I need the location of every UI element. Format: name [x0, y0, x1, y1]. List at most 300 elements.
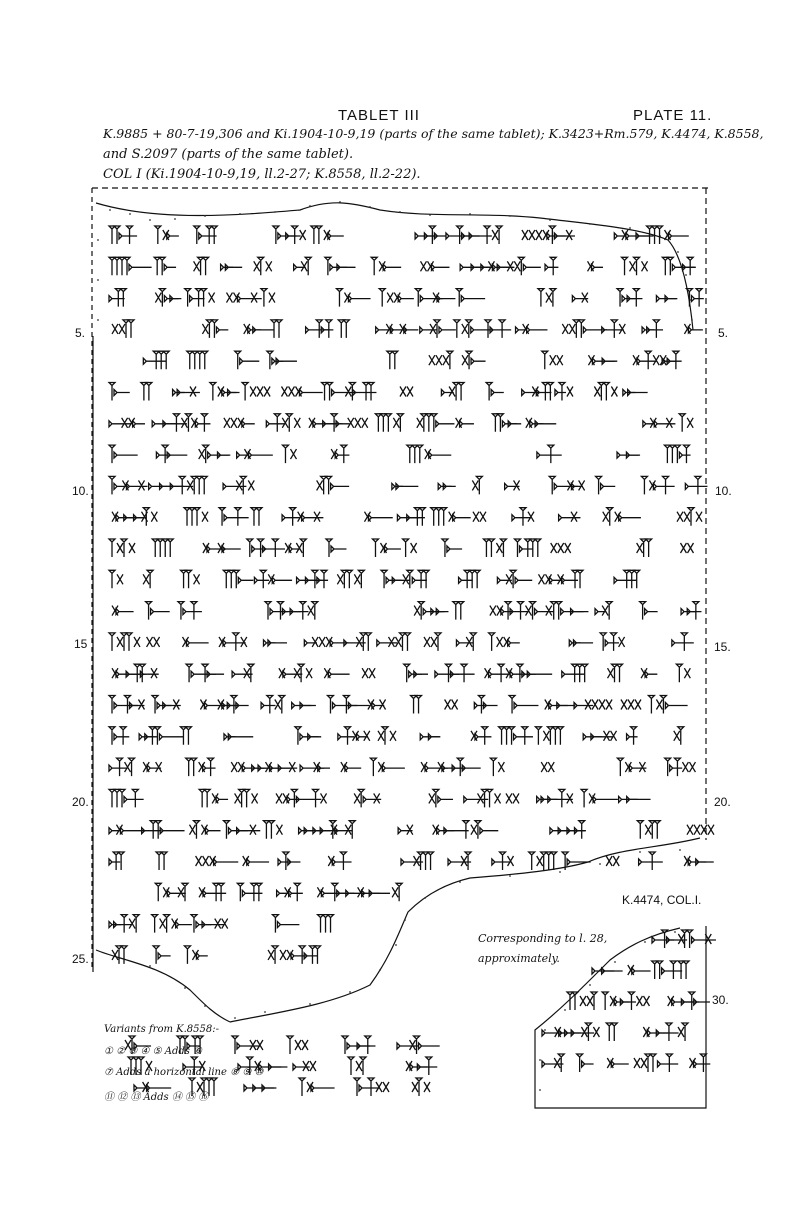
- cuneiform-sign: [472, 476, 482, 494]
- cuneiform-sign: [219, 508, 249, 526]
- cuneiform-sign: [109, 696, 144, 714]
- cuneiform-sign: [331, 445, 349, 463]
- cuneiform-sign: [109, 445, 138, 463]
- cuneiform-sign: [181, 570, 200, 588]
- cuneiform-sign: [672, 633, 694, 651]
- cuneiform-sign: [411, 696, 422, 714]
- cuneiform-sign: [235, 789, 258, 807]
- cuneiform-sign: [242, 383, 270, 401]
- cuneiform-sign: [537, 445, 562, 463]
- cuneiform-sign: [429, 351, 453, 369]
- cuneiform-sign: [278, 852, 300, 870]
- cuneiform-sign: [364, 512, 392, 522]
- cuneiform-sign: [219, 633, 247, 651]
- correspondence-note-line-1: Corresponding to l. 28,: [478, 932, 608, 945]
- cuneiform-sign: [261, 289, 275, 307]
- cuneiform-sign: [223, 476, 254, 494]
- cuneiform-sign: [223, 821, 260, 839]
- cuneiform-sign: [281, 387, 322, 397]
- cuneiform-sign: [322, 383, 357, 401]
- cuneiform-sign: [231, 762, 282, 772]
- cuneiform-sign: [538, 289, 556, 307]
- cuneiform-sign: [152, 539, 173, 557]
- cuneiform-sign: [637, 821, 660, 839]
- cuneiform-sign: [337, 570, 364, 588]
- cuneiform-sign: [299, 1078, 335, 1096]
- cuneiform-sign: [244, 324, 274, 334]
- cuneiform-sign: [634, 1054, 656, 1072]
- cuneiform-sign: [484, 226, 502, 244]
- cuneiform-sign: [109, 383, 130, 401]
- cuneiform-sign: [642, 320, 663, 338]
- cuneiform-sign: [317, 883, 354, 901]
- cuneiform-sign: [572, 293, 588, 303]
- cuneiform-sign: [191, 414, 210, 432]
- cuneiform-sign: [400, 387, 413, 397]
- cuneiform-sign: [318, 915, 334, 933]
- cuneiform-sign: [623, 390, 648, 396]
- cuneiform-sign: [287, 1036, 308, 1054]
- source-line-1: K.9885 + 80-7-19,306 and Ki.1904-10-9,19 (parts of the same tablet); K.3423+Rm.579, K.4474, K.8558,: [103, 126, 764, 141]
- cuneiform-sign: [306, 320, 334, 338]
- cuneiform-sign: [112, 606, 134, 616]
- cuneiform-sign: [677, 508, 702, 526]
- cuneiform-sign: [153, 946, 171, 964]
- cuneiform-sign: [682, 930, 716, 948]
- plate-title: TABLET III: [338, 107, 420, 124]
- cuneiform-sign: [690, 1054, 711, 1072]
- cuneiform-sign: [607, 1058, 628, 1068]
- line-number-right-20: 20.: [714, 795, 731, 809]
- cuneiform-sign: [509, 696, 538, 714]
- cuneiform-sign: [406, 1057, 437, 1075]
- cuneiform-sign: [492, 852, 514, 870]
- cuneiform-sign: [397, 508, 425, 526]
- cuneiform-sign: [456, 418, 474, 428]
- cuneiform-sign: [141, 383, 152, 401]
- cuneiform-sign: [685, 476, 707, 494]
- cuneiform-sign: [542, 1054, 564, 1072]
- cuneiform-sign: [152, 915, 192, 933]
- cuneiform-sign: [109, 852, 124, 870]
- cuneiform-sign: [155, 289, 181, 307]
- cuneiform-sign: [371, 257, 401, 275]
- cuneiform-sign: [506, 793, 519, 803]
- cuneiform-sign: [381, 570, 413, 588]
- cuneiform-sign: [189, 821, 220, 839]
- cuneiform-sign: [317, 476, 350, 494]
- cuneiform-sign: [109, 539, 135, 557]
- cuneiform-sign: [344, 633, 371, 651]
- cuneiform-sign: [379, 289, 414, 307]
- cuneiform-sign: [223, 570, 253, 588]
- cuneiform-sign: [464, 789, 501, 807]
- cuneiform-sign: [545, 257, 558, 275]
- cuneiform-sign: [448, 852, 471, 870]
- cuneiform-sign: [577, 1054, 594, 1072]
- cuneiform-sign: [140, 668, 158, 678]
- cuneiform-sign: [109, 289, 126, 307]
- cuneiform-sign: [445, 700, 458, 710]
- cuneiform-sign: [348, 418, 368, 428]
- cuneiform-sign: [652, 961, 682, 979]
- cuneiform-sign: [297, 570, 329, 588]
- cuneiform-sign: [354, 789, 381, 807]
- cuneiform-sign: [199, 883, 226, 901]
- cuneiform-sign: [109, 789, 144, 807]
- cuneiform-sign: [606, 1023, 617, 1041]
- cuneiform-sign: [266, 762, 298, 772]
- cuneiform-sign: [522, 383, 554, 401]
- cuneiform-sign: [254, 570, 292, 588]
- cuneiform-sign: [232, 664, 254, 682]
- cuneiform-sign: [446, 226, 492, 244]
- cuneiform-sign: [191, 915, 228, 933]
- cuneiform-sign: [226, 293, 261, 303]
- cuneiform-sign: [421, 762, 465, 772]
- cuneiform-sign: [619, 796, 651, 802]
- cuneiform-sign: [621, 700, 641, 710]
- cuneiform-sign: [687, 825, 714, 835]
- cuneiform-sign: [387, 351, 398, 369]
- cuneiform-sign: [628, 965, 651, 975]
- cuneiform-sign: [640, 602, 658, 620]
- cuneiform-sign: [152, 414, 191, 432]
- cuneiform-sign: [196, 856, 239, 866]
- line-number-right-10: 10.: [715, 484, 732, 498]
- cuneiform-sign: [681, 602, 701, 620]
- cuneiform-sign: [299, 946, 320, 964]
- cuneiform-sign: [551, 602, 589, 620]
- cuneiform-sign: [614, 230, 653, 240]
- cuneiform-sign: [155, 883, 188, 901]
- cuneiform-sign: [300, 602, 318, 620]
- cuneiform-sign: [497, 257, 541, 275]
- variants-heading: Variants from K.8558:-: [104, 1024, 219, 1035]
- cuneiform-sign: [397, 1036, 440, 1054]
- cuneiform-text: [109, 226, 716, 1096]
- cuneiform-sign: [483, 539, 506, 557]
- cuneiform-sign: [224, 418, 255, 428]
- cuneiform-sign: [186, 664, 224, 682]
- cuneiform-sign: [178, 602, 202, 620]
- cuneiform-sign: [237, 883, 262, 901]
- cuneiform-sign: [429, 789, 453, 807]
- cuneiform-sign: [435, 664, 475, 682]
- cuneiform-sign: [662, 351, 682, 369]
- cuneiform-sign: [392, 483, 418, 489]
- cuneiform-sign: [657, 1054, 678, 1072]
- cuneiform-sign: [643, 1023, 678, 1041]
- cuneiform-sign: [581, 1023, 599, 1041]
- cuneiform-sign: [324, 668, 349, 678]
- cuneiform-sign: [549, 226, 575, 244]
- cuneiform-sign: [456, 633, 476, 651]
- cuneiform-sign: [456, 289, 485, 307]
- cuneiform-sign: [368, 700, 386, 710]
- cuneiform-sign: [282, 508, 323, 526]
- cuneiform-sign: [529, 852, 557, 870]
- line-number-left-5: 5.: [75, 326, 86, 340]
- cuneiform-sign: [622, 257, 648, 275]
- cuneiform-sign: [522, 230, 566, 240]
- cuneiform-sign: [505, 480, 520, 490]
- cuneiform-sign: [664, 445, 690, 463]
- cuneiform-sign: [401, 852, 434, 870]
- cuneiform-sign: [277, 883, 303, 901]
- cuneiform-sign: [179, 476, 207, 494]
- cuneiform-sign: [403, 539, 417, 557]
- cuneiform-sign: [459, 570, 481, 588]
- cuneiform-sign: [232, 1036, 263, 1054]
- cuneiform-sign: [187, 351, 208, 369]
- cuneiform-sign: [237, 449, 273, 459]
- cuneiform-sign: [512, 508, 534, 526]
- cuneiform-sign: [535, 727, 563, 745]
- cuneiform-sign: [254, 257, 272, 275]
- cuneiform-sign: [375, 414, 403, 432]
- cuneiform-sign: [199, 445, 231, 463]
- cuneiform-sign: [567, 992, 597, 1010]
- cuneiform-sign: [109, 915, 139, 933]
- cuneiform-sign: [146, 602, 170, 620]
- line-number-right-15: 15.: [714, 640, 731, 654]
- cuneiform-sign: [182, 637, 208, 647]
- cuneiform-sign: [272, 915, 299, 933]
- cuneiform-sign: [354, 1078, 389, 1096]
- cuneiform-sign: [109, 418, 145, 428]
- cuneiform-sign: [433, 825, 469, 835]
- cuneiform-sign: [492, 414, 521, 432]
- cuneiform-sign: [109, 825, 145, 835]
- plate-number: PLATE 11.: [633, 107, 713, 124]
- cuneiform-sign: [471, 727, 491, 745]
- cuneiform-sign: [336, 289, 370, 307]
- cuneiform-sign: [304, 637, 348, 647]
- cuneiform-sign: [341, 762, 361, 772]
- cuneiform-sign: [313, 789, 327, 807]
- cuneiform-sign: [516, 324, 548, 334]
- cuneiform-sign: [338, 727, 370, 745]
- cuneiform-sign: [684, 324, 702, 334]
- cuneiform-sign: [431, 508, 471, 526]
- cuneiform-sign: [139, 727, 184, 745]
- cuneiform-sign: [486, 383, 504, 401]
- cuneiform-sign: [551, 543, 571, 553]
- cuneiform-sign: [112, 946, 127, 964]
- cuneiform-sign: [485, 320, 511, 338]
- cuneiform-sign: [457, 758, 480, 776]
- line-number-left-25: 25.: [72, 952, 89, 966]
- cuneiform-sign: [637, 539, 652, 557]
- cuneiform-sign: [292, 703, 316, 709]
- cuneiform-sign: [152, 696, 181, 714]
- cuneiform-sign: [311, 226, 344, 244]
- cuneiform-sign: [199, 789, 228, 807]
- cuneiform-sign: [633, 351, 666, 369]
- cuneiform-sign: [372, 539, 400, 557]
- cuneiform-sign: [639, 852, 663, 870]
- cuneiform-sign: [555, 383, 573, 401]
- fragment-label: K.4474, COL.I.: [622, 893, 702, 907]
- cuneiform-sign: [460, 261, 512, 271]
- cuneiform-sign: [574, 700, 612, 710]
- cuneiform-sign: [109, 476, 148, 494]
- cuneiform-sign: [420, 320, 456, 338]
- cuneiform-sign: [285, 539, 306, 557]
- line-number-left-20: 20.: [72, 795, 89, 809]
- cuneiform-sign: [109, 633, 140, 651]
- cuneiform-sign: [562, 664, 588, 682]
- cuneiform-sign: [550, 821, 586, 839]
- cuneiform-sign: [263, 821, 282, 839]
- cuneiform-sign: [109, 758, 135, 776]
- cuneiform-sign: [251, 508, 262, 526]
- cuneiform-sign: [572, 570, 583, 588]
- cuneiform-sign: [490, 758, 504, 776]
- cuneiform-sign: [627, 727, 638, 745]
- cuneiform-sign: [617, 452, 640, 458]
- cuneiform-sign: [143, 570, 153, 588]
- cuneiform-sign: [173, 387, 200, 397]
- source-line-2: and S.2097 (parts of the same tablet).: [103, 147, 354, 162]
- cuneiform-sign: [202, 320, 228, 338]
- cuneiform-sign: [293, 1061, 316, 1071]
- cuneiform-sign: [244, 1085, 276, 1091]
- cuneiform-sign: [362, 668, 375, 678]
- cuneiform-sign: [581, 789, 618, 807]
- cuneiform-sign: [224, 734, 253, 740]
- cuneiform-sign: [186, 758, 216, 776]
- cuneiform-sign: [279, 664, 312, 682]
- cuneiform-sign: [569, 640, 593, 646]
- variants-row-1: ① ② ③ ④ ⑤ Adds ⑥: [104, 1046, 203, 1057]
- cuneiform-sign: [109, 570, 123, 588]
- cuneiform-sign: [415, 289, 455, 307]
- cuneiform-sign: [109, 727, 129, 745]
- cuneiform-sign: [545, 700, 575, 710]
- cuneiform-sign: [594, 383, 617, 401]
- cuneiform-sign: [603, 508, 641, 526]
- cuneiform-sign: [142, 821, 185, 839]
- source-line-3: COL I (Ki.1904-10-9,19, ll.2-27; K.8558, ll.2-22).: [103, 167, 421, 182]
- cuneiform-sign: [267, 351, 297, 369]
- cuneiform-sign: [353, 383, 377, 401]
- cuneiform-sign: [583, 731, 616, 741]
- cuneiform-sign: [676, 664, 690, 682]
- cuneiform-sign: [514, 539, 540, 557]
- cuneiform-sign: [392, 883, 402, 901]
- cuneiform-sign: [294, 257, 312, 275]
- cuneiform-sign: [326, 539, 346, 557]
- cuneiform-sign: [562, 320, 607, 338]
- cuneiform-sign: [438, 483, 456, 489]
- cuneiform-sign: [454, 320, 493, 338]
- cuneiform-sign: [474, 696, 497, 714]
- cuneiform-sign: [628, 992, 649, 1010]
- cuneiform-sign: [231, 696, 249, 714]
- cuneiform-sign: [184, 946, 207, 964]
- cuneiform-sign: [608, 664, 623, 682]
- cuneiform-sign: [596, 476, 616, 494]
- cuneiform-sign: [327, 696, 369, 714]
- cuneiform-sign: [184, 508, 208, 526]
- cuneiform-sign: [194, 257, 209, 275]
- cuneiform-sign: [407, 445, 451, 463]
- cuneiform-sign: [421, 261, 450, 271]
- cuneiform-sign: [194, 226, 217, 244]
- cuneiform-sign: [273, 226, 306, 244]
- cuneiform-sign: [261, 696, 285, 714]
- cuneiform-sign: [656, 296, 677, 302]
- cuneiform-sign: [149, 483, 194, 489]
- cuneiform-sign: [542, 351, 563, 369]
- line-number-right-5: 5.: [718, 326, 729, 340]
- cuneiform-sign: [247, 539, 285, 557]
- cuneiform-sign: [442, 539, 462, 557]
- cuneiform-sign: [378, 727, 396, 745]
- cuneiform-sign: [549, 476, 584, 494]
- line-number-left-15: 15: [74, 637, 88, 651]
- cuneiform-sign: [600, 633, 624, 651]
- cuneiform-sign: [473, 512, 486, 522]
- variants-row-3: ⑪ ⑫ ⑬ Adds ⑭ ⑮ ⑯: [104, 1092, 209, 1103]
- cuneiform-sign: [112, 320, 134, 338]
- cuneiform-sign: [665, 758, 696, 776]
- cuneiform-sign: [412, 1078, 430, 1096]
- cuneiform-sign: [147, 637, 160, 647]
- cuneiform-sign: [210, 383, 240, 401]
- cuneiform-sign: [346, 887, 390, 897]
- cuneiform-sign: [155, 226, 179, 244]
- cuneiform-sign: [648, 696, 687, 714]
- cuneiform-sign: [497, 570, 532, 588]
- cuneiform-sign: [398, 825, 413, 835]
- cuneiform-sign: [674, 727, 684, 745]
- tablet-outline: [92, 188, 708, 1108]
- cuneiform-sign: [526, 418, 556, 428]
- cuneiform-sign: [376, 324, 419, 334]
- cuneiform-sign: [282, 445, 296, 463]
- cuneiform-sign: [109, 226, 137, 244]
- line-number-right-30: 30.: [712, 993, 729, 1007]
- cuneiform-sign: [415, 226, 447, 244]
- cuneiform-sign: [156, 445, 187, 463]
- cuneiform-sign: [441, 383, 464, 401]
- cuneiform-sign: [652, 930, 687, 948]
- cuneiform-sign: [668, 992, 710, 1010]
- cuneiform-sign: [588, 261, 603, 271]
- cuneiform-sign: [185, 289, 215, 307]
- cuneiform-sign: [643, 418, 676, 428]
- cuneiform-sign: [112, 512, 148, 522]
- cuneiform-sign: [377, 633, 411, 651]
- cuneiform-sign: [617, 289, 642, 307]
- cuneiform-sign: [518, 602, 555, 620]
- cuneiform-sign: [680, 543, 693, 553]
- cuneiform-sign: [606, 856, 619, 866]
- cuneiform-sign: [156, 852, 167, 870]
- cuneiform-sign: [499, 727, 533, 745]
- cuneiform-sign: [180, 727, 191, 745]
- cuneiform-sign: [342, 1036, 375, 1054]
- cuneiform-sign: [453, 602, 464, 620]
- cuneiform-sign: [463, 821, 498, 839]
- cuneiform-sign: [243, 856, 269, 866]
- cuneiform-sign: [412, 570, 429, 588]
- cuneiform-sign: [143, 351, 169, 369]
- cuneiform-sign: [602, 320, 626, 338]
